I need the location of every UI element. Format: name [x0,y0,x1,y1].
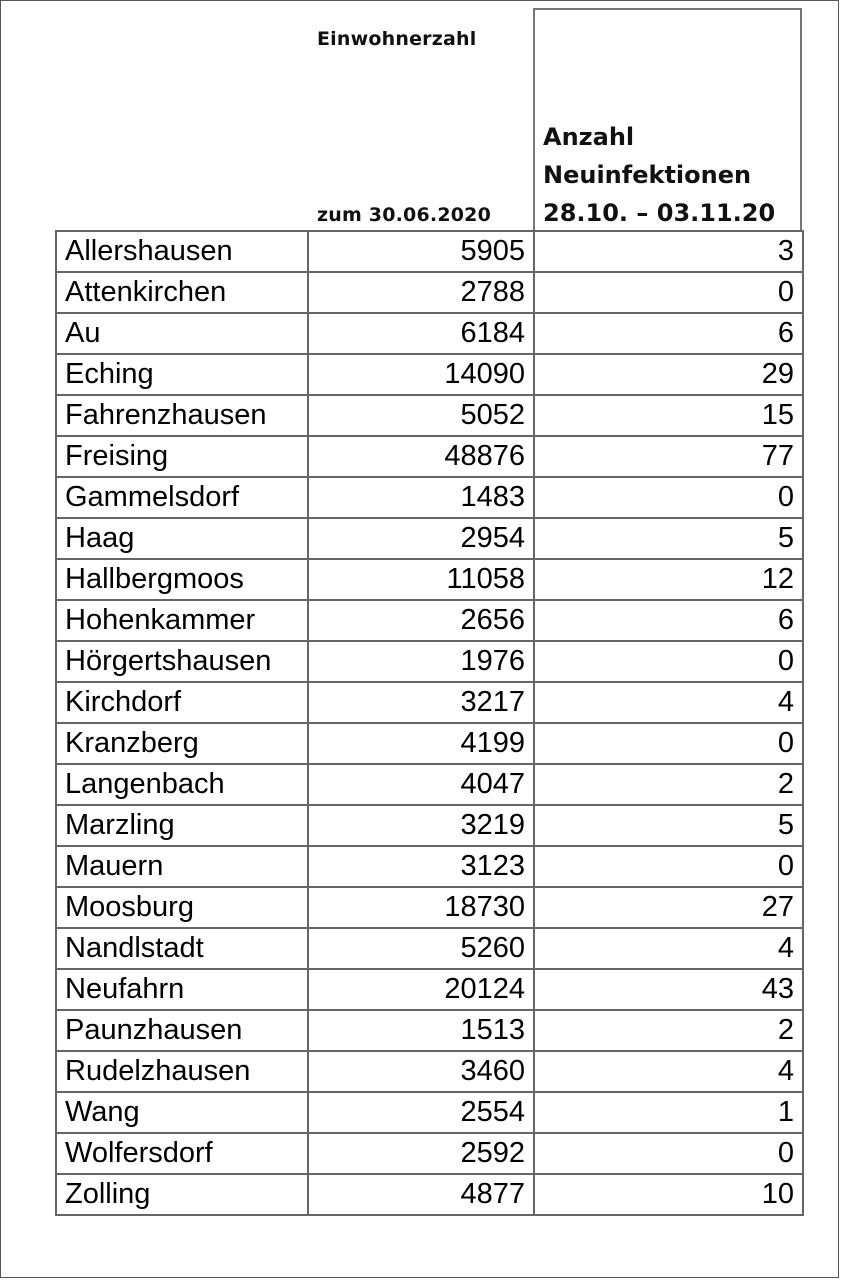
infections-cell: 5 [534,805,803,846]
infections-cell: 15 [534,395,803,436]
infections-cell: 0 [534,846,803,887]
population-cell: 3217 [308,682,534,723]
municipality-name-cell: Allershausen [56,231,308,272]
population-cell: 2954 [308,518,534,559]
table-body [56,231,803,1215]
infections-cell: 27 [534,887,803,928]
table-row [56,354,803,395]
municipality-name-cell: Rudelzhausen [56,1051,308,1092]
table-row [56,1174,803,1215]
population-header [307,8,533,230]
infections-cell: 4 [534,682,803,723]
infections-cell: 5 [534,518,803,559]
infections-cell: 2 [534,1010,803,1051]
municipality-name-cell: Wang [56,1092,308,1133]
infections-cell: 29 [534,354,803,395]
municipality-name-cell: Wolfersdorf [56,1133,308,1174]
municipality-name-cell: Fahrenzhausen [56,395,308,436]
municipality-name-cell: Kranzberg [56,723,308,764]
population-header-date: zum 30.06.2020 [317,204,491,226]
table-row [56,682,803,723]
municipality-name-cell: Mauern [56,846,308,887]
population-cell: 5052 [308,395,534,436]
municipality-name-cell: Langenbach [56,764,308,805]
infections-header-text [543,118,775,232]
municipality-name-cell: Hallbergmoos [56,559,308,600]
population-cell: 5260 [308,928,534,969]
infections-cell: 0 [534,1133,803,1174]
infections-cell: 0 [534,477,803,518]
infections-cell: 77 [534,436,803,477]
table-row [56,559,803,600]
municipality-name-cell: Moosburg [56,887,308,928]
municipality-name-cell: Attenkirchen [56,272,308,313]
population-cell: 4877 [308,1174,534,1215]
table-row [56,231,803,272]
infections-cell: 12 [534,559,803,600]
table-row [56,518,803,559]
table-row [56,477,803,518]
population-cell: 1513 [308,1010,534,1051]
infections-header-line2: Neuinfektionen [543,161,752,189]
population-cell: 1976 [308,641,534,682]
infections-cell: 2 [534,764,803,805]
population-cell: 3219 [308,805,534,846]
table-row [56,272,803,313]
municipality-name-cell: Gammelsdorf [56,477,308,518]
infections-header [533,8,802,230]
municipality-name-cell: Marzling [56,805,308,846]
table-row [56,887,803,928]
municipality-name-cell: Au [56,313,308,354]
population-cell: 3123 [308,846,534,887]
table-header [307,8,802,230]
infections-cell: 43 [534,969,803,1010]
infections-cell: 0 [534,641,803,682]
population-cell: 6184 [308,313,534,354]
population-cell: 11058 [308,559,534,600]
municipality-name-cell: Neufahrn [56,969,308,1010]
municipality-name-cell: Haag [56,518,308,559]
table-row [56,395,803,436]
table-row [56,1133,803,1174]
municipality-name-cell: Zolling [56,1174,308,1215]
municipality-name-cell: Kirchdorf [56,682,308,723]
population-cell: 3460 [308,1051,534,1092]
population-cell: 14090 [308,354,534,395]
population-cell: 1483 [308,477,534,518]
population-cell: 2554 [308,1092,534,1133]
table-row [56,846,803,887]
municipality-name-cell: Hohenkammer [56,600,308,641]
table-row [56,1092,803,1133]
infections-header-line3: 28.10. – 03.11.20 [543,199,776,227]
infections-cell: 0 [534,723,803,764]
population-cell: 48876 [308,436,534,477]
municipality-name-cell: Eching [56,354,308,395]
table-row [56,764,803,805]
infections-cell: 6 [534,313,803,354]
population-cell: 4199 [308,723,534,764]
table-row [56,805,803,846]
municipality-name-cell: Freising [56,436,308,477]
municipality-table [55,230,804,1216]
population-header-title: Einwohnerzahl [317,28,477,50]
population-cell: 18730 [308,887,534,928]
infections-header-line1: Anzahl [543,123,635,151]
table-row [56,436,803,477]
population-cell: 2656 [308,600,534,641]
population-cell: 2592 [308,1133,534,1174]
table-row [56,928,803,969]
table-row [56,723,803,764]
table-row [56,1010,803,1051]
infections-cell: 0 [534,272,803,313]
infections-cell: 3 [534,231,803,272]
municipality-name-cell: Hörgertshausen [56,641,308,682]
population-cell: 2788 [308,272,534,313]
table-row [56,641,803,682]
population-cell: 5905 [308,231,534,272]
infections-cell: 4 [534,1051,803,1092]
table-row [56,313,803,354]
infections-cell: 4 [534,928,803,969]
table-row [56,600,803,641]
municipality-name-cell: Paunzhausen [56,1010,308,1051]
infections-cell: 1 [534,1092,803,1133]
municipality-name-cell: Nandlstadt [56,928,308,969]
table-row [56,1051,803,1092]
population-cell: 4047 [308,764,534,805]
table-row [56,969,803,1010]
infections-cell: 10 [534,1174,803,1215]
population-cell: 20124 [308,969,534,1010]
infections-cell: 6 [534,600,803,641]
